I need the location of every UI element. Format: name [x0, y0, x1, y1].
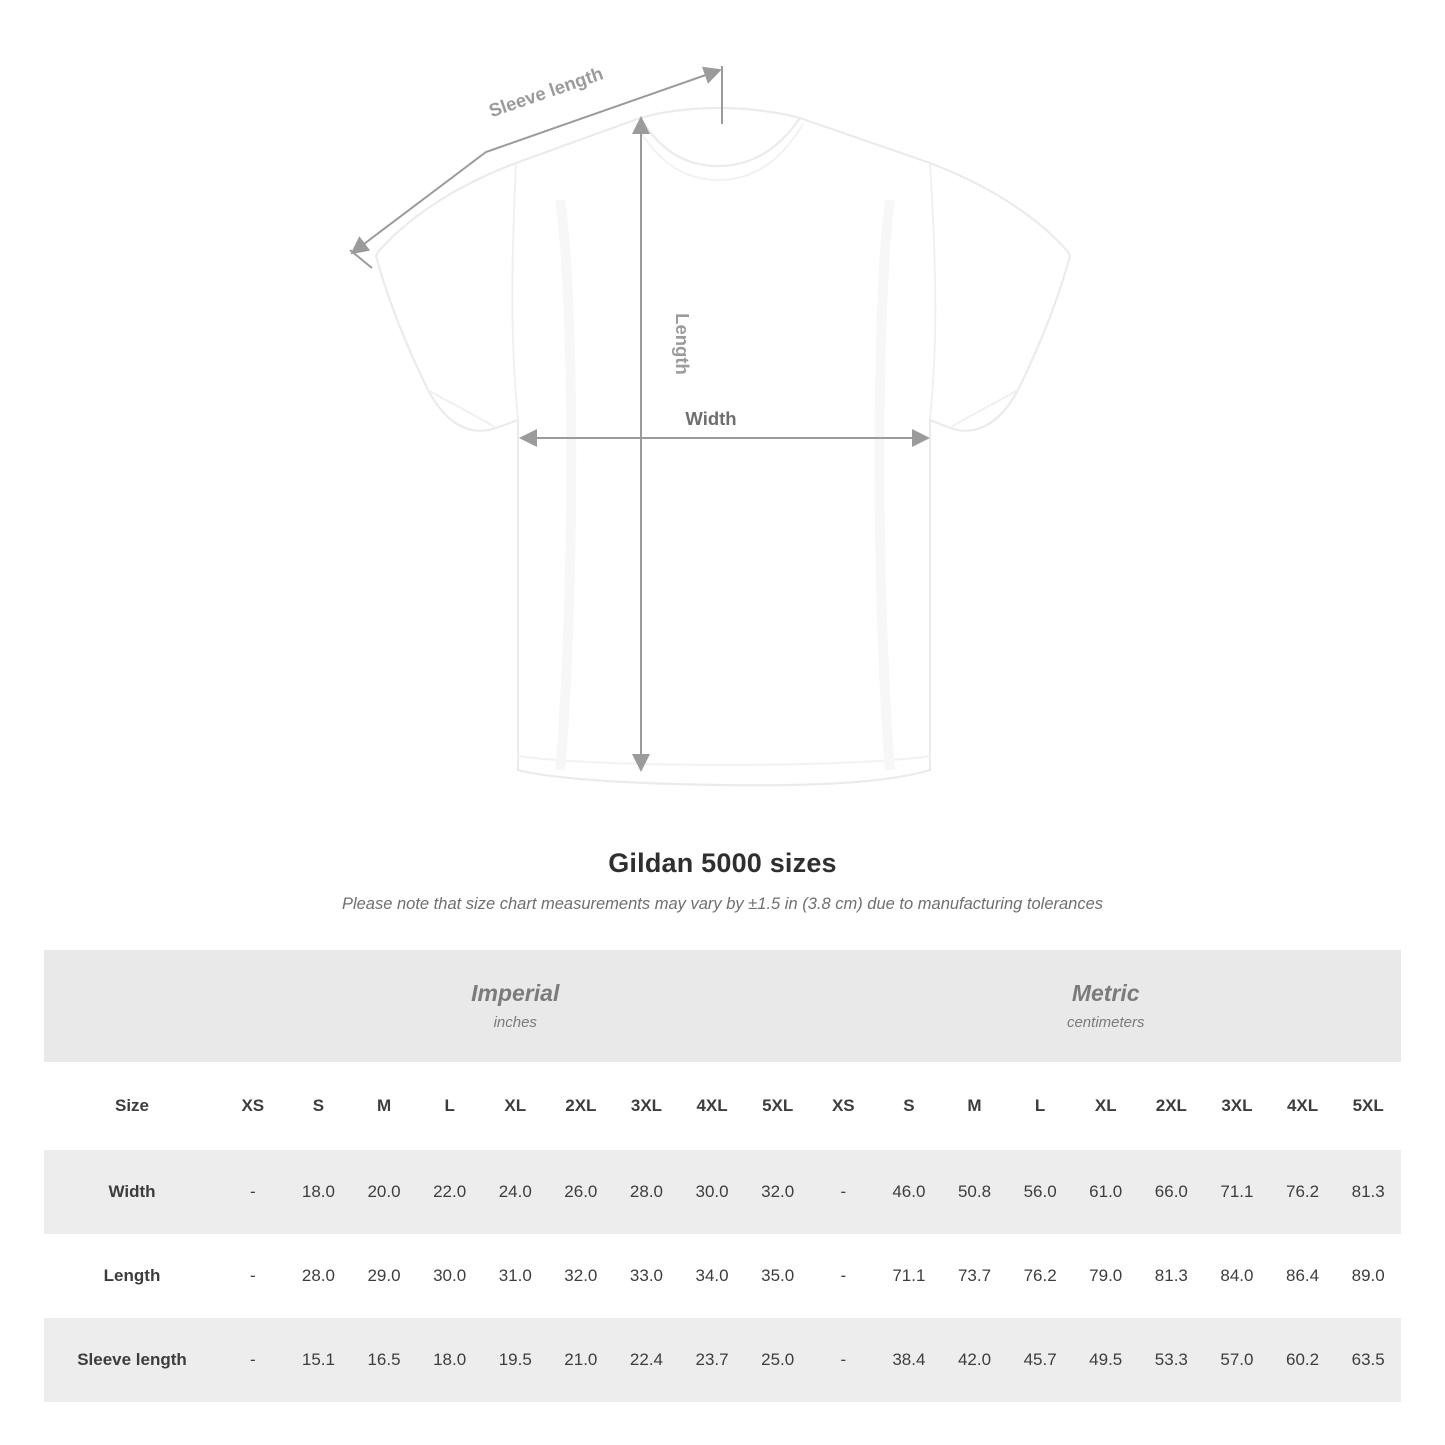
cell-length-imp-4xl: 34.0 [679, 1234, 745, 1318]
size-header-met-5xl: 5XL [1335, 1062, 1401, 1150]
cell-width-imp-5xl: 32.0 [745, 1150, 811, 1234]
cell-width-met-xs: - [810, 1150, 876, 1234]
cell-sleeve-met-4xl: 60.2 [1270, 1318, 1336, 1402]
size-table-wrapper [0, 914, 1445, 1402]
cell-width-met-4xl: 76.2 [1270, 1150, 1336, 1234]
table-row-sleeve-length [44, 1318, 1401, 1402]
size-header-met-xl: XL [1073, 1062, 1139, 1150]
size-header-imp-5xl: 5XL [745, 1062, 811, 1150]
cell-length-met-xs: - [810, 1234, 876, 1318]
sleeve-length-label: Sleeve length [486, 62, 606, 122]
cell-width-imp-l: 22.0 [417, 1150, 483, 1234]
unit-imperial [220, 950, 810, 1062]
page-subtitle: Please note that size chart measurements may vary by ±1.5 in (3.8 cm) due to manufacturing tolerances [341, 895, 1104, 913]
size-header-row [44, 1062, 1401, 1150]
size-header-met-4xl: 4XL [1270, 1062, 1336, 1150]
cell-sleeve-imp-l: 18.0 [417, 1318, 483, 1402]
cell-sleeve-met-3xl: 57.0 [1204, 1318, 1270, 1402]
cell-width-met-l: 56.0 [1007, 1150, 1073, 1234]
cell-width-met-2xl: 66.0 [1139, 1150, 1205, 1234]
unit-metric [810, 950, 1401, 1062]
cell-sleeve-met-m: 42.0 [942, 1318, 1008, 1402]
cell-width-imp-s: 18.0 [286, 1150, 352, 1234]
cell-width-imp-xs: - [220, 1150, 286, 1234]
row-label-width: Width [44, 1150, 220, 1234]
size-header-met-3xl: 3XL [1204, 1062, 1270, 1150]
cell-width-met-3xl: 71.1 [1204, 1150, 1270, 1234]
size-header-imp-l: L [417, 1062, 483, 1150]
cell-length-met-2xl: 81.3 [1139, 1234, 1205, 1318]
size-header-imp-3xl: 3XL [614, 1062, 680, 1150]
unit-imperial-sub: inches [493, 1014, 537, 1032]
cell-width-imp-2xl: 26.0 [548, 1150, 614, 1234]
cell-sleeve-imp-3xl: 22.4 [614, 1318, 680, 1402]
cell-width-imp-xl: 24.0 [482, 1150, 548, 1234]
cell-length-met-4xl: 86.4 [1270, 1234, 1336, 1318]
cell-length-imp-l: 30.0 [417, 1234, 483, 1318]
cell-sleeve-imp-xs: - [220, 1318, 286, 1402]
cell-width-met-m: 50.8 [942, 1150, 1008, 1234]
tshirt-shape [376, 108, 1070, 785]
cell-length-met-3xl: 84.0 [1204, 1234, 1270, 1318]
size-header-imp-xl: XL [482, 1062, 548, 1150]
row-label-length: Length [44, 1234, 220, 1318]
cell-length-imp-5xl: 35.0 [745, 1234, 811, 1318]
table-row-length [44, 1234, 1401, 1318]
size-header-label: Size [44, 1062, 220, 1150]
unit-header-row [44, 950, 1401, 1062]
table-row-width [44, 1150, 1401, 1234]
cell-width-met-xl: 61.0 [1073, 1150, 1139, 1234]
cell-length-met-5xl: 89.0 [1335, 1234, 1401, 1318]
size-header-imp-2xl: 2XL [548, 1062, 614, 1150]
cell-length-imp-xs: - [220, 1234, 286, 1318]
cell-width-imp-4xl: 30.0 [679, 1150, 745, 1234]
cell-sleeve-imp-m: 16.5 [351, 1318, 417, 1402]
row-label-sleeve-length: Sleeve length [44, 1318, 220, 1402]
cell-sleeve-met-xl: 49.5 [1073, 1318, 1139, 1402]
cell-sleeve-imp-2xl: 21.0 [548, 1318, 614, 1402]
cell-sleeve-imp-4xl: 23.7 [679, 1318, 745, 1402]
cell-length-imp-xl: 31.0 [482, 1234, 548, 1318]
unit-spacer [44, 950, 220, 1062]
cell-width-met-5xl: 81.3 [1335, 1150, 1401, 1234]
cell-width-met-s: 46.0 [876, 1150, 942, 1234]
size-header-met-xs: XS [810, 1062, 876, 1150]
page-title: Gildan 5000 sizes [608, 848, 837, 878]
size-header-met-l: L [1007, 1062, 1073, 1150]
unit-metric-sub: centimeters [1066, 1014, 1145, 1032]
cell-sleeve-met-s: 38.4 [876, 1318, 942, 1402]
cell-sleeve-met-5xl: 63.5 [1335, 1318, 1401, 1402]
unit-metric-name: Metric [1071, 979, 1140, 1006]
cell-width-imp-3xl: 28.0 [614, 1150, 680, 1234]
size-header-met-s: S [876, 1062, 942, 1150]
unit-imperial-name: Imperial [471, 979, 560, 1006]
size-header-imp-s: S [286, 1062, 352, 1150]
cell-length-imp-m: 29.0 [351, 1234, 417, 1318]
length-label: Length [672, 313, 693, 375]
width-label: Width [685, 408, 737, 429]
size-header-met-m: M [942, 1062, 1008, 1150]
size-header-met-2xl: 2XL [1139, 1062, 1205, 1150]
size-table [44, 950, 1401, 1402]
size-header-imp-4xl: 4XL [679, 1062, 745, 1150]
cell-sleeve-met-xs: - [810, 1318, 876, 1402]
cell-length-met-m: 73.7 [942, 1234, 1008, 1318]
size-header-imp-m: M [351, 1062, 417, 1150]
cell-sleeve-imp-5xl: 25.0 [745, 1318, 811, 1402]
cell-sleeve-met-2xl: 53.3 [1139, 1318, 1205, 1402]
cell-width-imp-m: 20.0 [351, 1150, 417, 1234]
cell-length-met-s: 71.1 [876, 1234, 942, 1318]
cell-sleeve-imp-xl: 19.5 [482, 1318, 548, 1402]
size-header-imp-xs: XS [220, 1062, 286, 1150]
cell-sleeve-met-l: 45.7 [1007, 1318, 1073, 1402]
cell-length-imp-s: 28.0 [286, 1234, 352, 1318]
cell-length-imp-3xl: 33.0 [614, 1234, 680, 1318]
cell-length-imp-2xl: 32.0 [548, 1234, 614, 1318]
cell-length-met-l: 76.2 [1007, 1234, 1073, 1318]
cell-sleeve-imp-s: 15.1 [286, 1318, 352, 1402]
cell-length-met-xl: 79.0 [1073, 1234, 1139, 1318]
